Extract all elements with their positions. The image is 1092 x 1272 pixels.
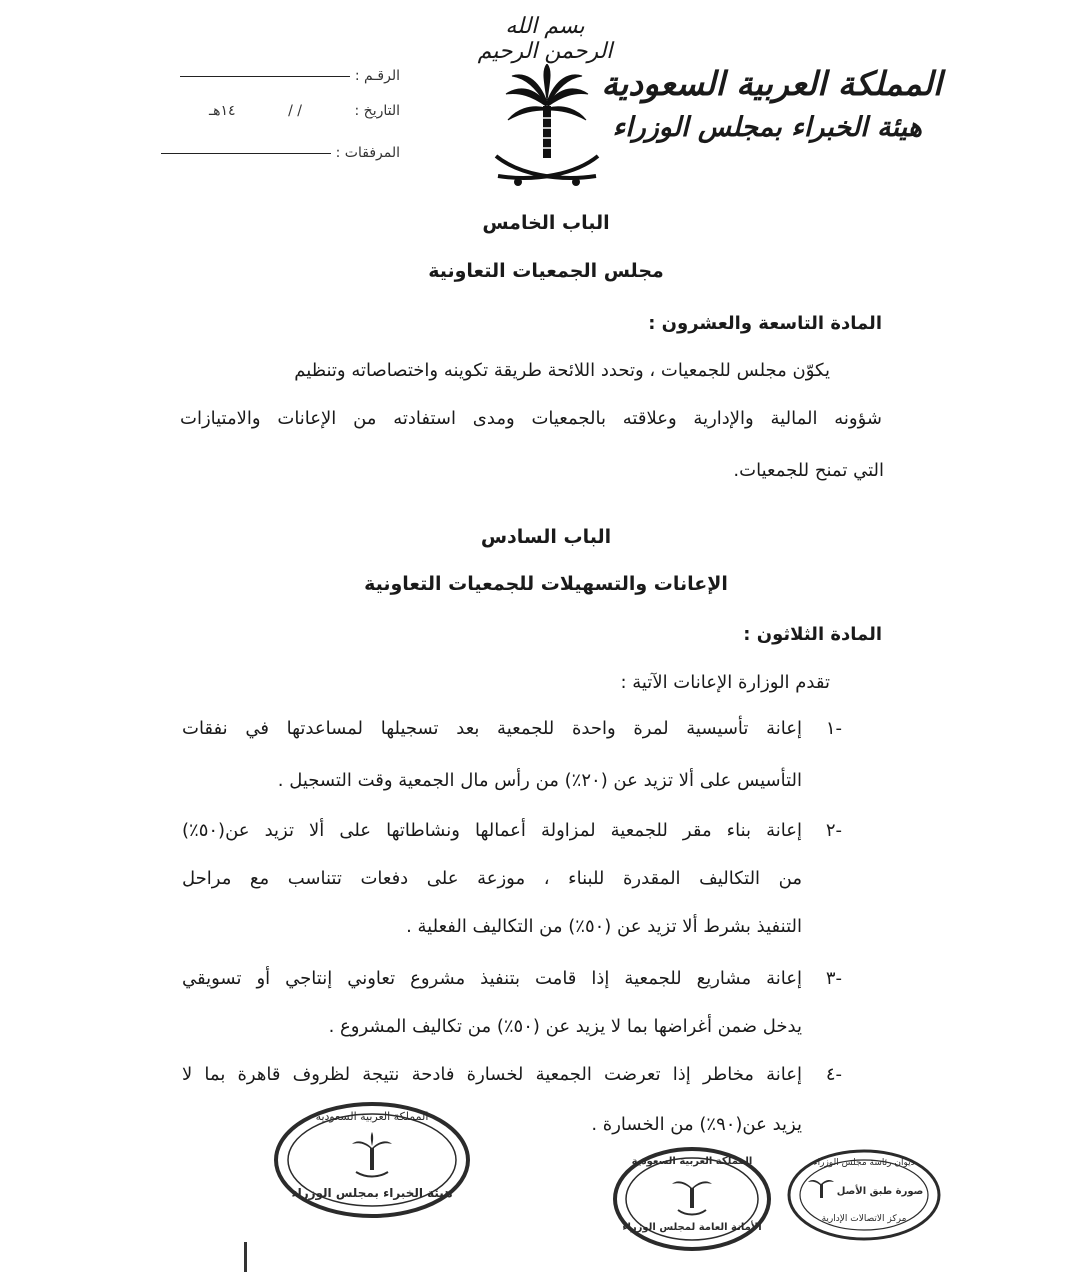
item3-line-2: يدخل ضمن أغراضها بما لا يزيد عن (٥٠٪) من تكاليف المشروع .	[328, 1016, 802, 1037]
item4-number: ٤-	[825, 1064, 842, 1085]
item4-line-1: إعانة مخاطر إذا تعرضت الجمعية لخسارة فادحة نتيجة لظروف قاهرة بما لا	[182, 1064, 802, 1085]
number-label: الرقـم :	[354, 68, 400, 84]
experts-stamp-bottom: هيئة الخبراء بمجلس الوزراء	[291, 1186, 453, 1200]
reference-number-field	[150, 68, 400, 84]
item1-number: ١-	[825, 718, 842, 739]
chapter5-title: الباب الخامس	[482, 212, 610, 234]
item2-line-2: من التكاليف المقدرة للبناء ، موزعة على دفعات تتناسب مع مراحل	[182, 868, 802, 889]
margin-mark	[244, 1242, 247, 1272]
secretariat-stamp-top: المملكة العربية السعودية	[631, 1156, 753, 1167]
admin-comm-stamp	[786, 1148, 942, 1242]
item2-line-3: التنفيذ بشرط ألا تزيد عن (٥٠٪) من التكاليف الفعلية .	[406, 916, 802, 937]
experts-stamp	[272, 1100, 472, 1220]
chapter6-title: الباب السادس	[480, 526, 612, 548]
attachments-label: المرفقات :	[335, 145, 400, 161]
admin-comm-stamp-line3: مركز الاتصالات الإدارية	[821, 1214, 907, 1224]
number-line	[180, 76, 350, 77]
admin-comm-stamp-line1: ديوان رئاسة مجلس الوزراء	[813, 1158, 915, 1168]
article29-line-3: التي تمنح للجمعيات.	[733, 460, 884, 481]
basmala: بسم الله الرحمن الرحيم	[477, 14, 613, 64]
attachments-line	[161, 153, 331, 154]
attachments-field	[150, 145, 400, 161]
date-suffix: ١٤هـ	[209, 103, 236, 119]
experts-stamp-top: المملكة العربية السعودية	[315, 1110, 429, 1123]
authority-name: هيئة الخبراء بمجلس الوزراء	[612, 112, 922, 143]
chapter5-subtitle: مجلس الجمعيات التعاونية	[428, 260, 664, 282]
secretariat-stamp-bottom: الأمانة العامة لمجلس الوزراء	[622, 1222, 762, 1233]
kingdom-name: المملكة العربية السعودية	[601, 64, 942, 103]
admin-comm-stamp-line2: صورة طبق الأصل	[836, 1186, 924, 1197]
item1-line-1: إعانة تأسيسية لمرة واحدة للجمعية بعد تسجيلها لمساعدتها في نفقات	[182, 718, 802, 739]
item4-line-2: يزيد عن(٩٠٪) من الخسارة .	[591, 1114, 802, 1135]
item2-line-1: إعانة بناء مقر للجمعية لمزاولة أعمالها ونشاطاتها على ألا تزيد عن(٥٠٪)	[182, 820, 802, 841]
chapter6-subtitle: الإعانات والتسهيلات للجمعيات التعاونية	[364, 573, 728, 595]
article29-line-1: يكوّن مجلس للجمعيات ، وتحدد اللائحة طريقة تكوينه واختصاصاته وتنظيم	[294, 360, 830, 381]
saudi-emblem-icon	[488, 64, 606, 194]
date-label: التاريخ :	[354, 103, 400, 119]
article29-line-2: شؤونه المالية والإدارية وعلاقته بالجمعيات ومدى استفادته من الإعانات والامتيازات	[180, 408, 882, 429]
article29-title: المادة التاسعة والعشرون :	[648, 313, 882, 334]
secretariat-stamp	[612, 1146, 772, 1252]
item2-number: ٢-	[825, 820, 842, 841]
date-field	[150, 103, 400, 119]
article30-title: المادة الثلاثون :	[743, 624, 882, 645]
item3-line-1: إعانة مشاريع للجمعية إذا قامت بتنفيذ مشروع تعاوني إنتاجي أو تسويقي	[182, 968, 802, 989]
article30-intro: تقدم الوزارة الإعانات الآتية :	[620, 672, 830, 693]
item3-number: ٣-	[825, 968, 842, 989]
date-slashes: / /	[288, 103, 302, 119]
item1-line-2: التأسيس على ألا تزيد عن (٢٠٪) من رأس مال الجمعية وقت التسجيل .	[277, 770, 802, 791]
